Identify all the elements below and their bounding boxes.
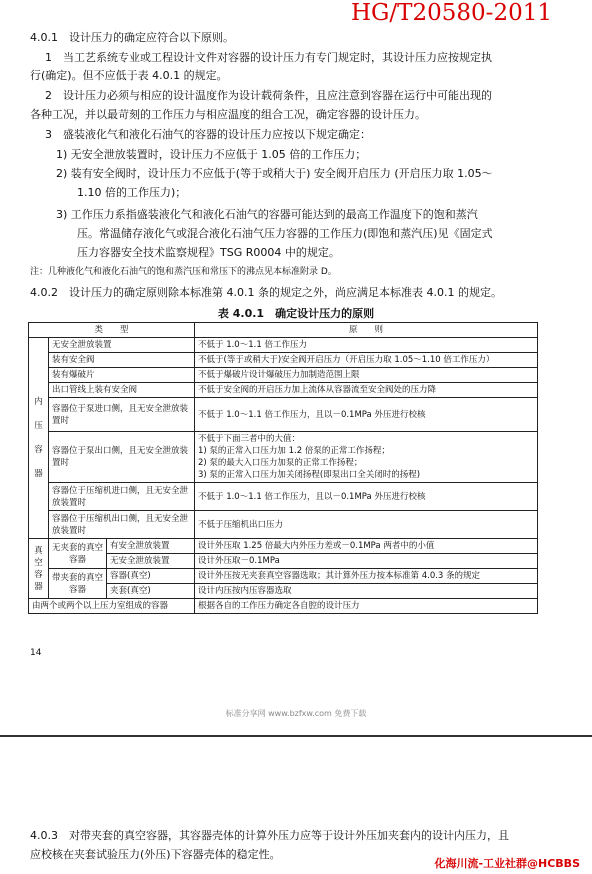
page-number: 14 bbox=[30, 648, 42, 658]
principle-line: 2) 泵的最大入口压力加泵的正常工作扬程； bbox=[198, 458, 363, 468]
head-type: 类 型 bbox=[29, 323, 195, 338]
sec401-item3: 3 盛装液化气和液化石油气的容器的设计压力应按以下规定确定： bbox=[45, 128, 371, 141]
sec401-sub3b: 压。常温储存液化气或混合液化石油气压力容器的工作压力(即饱和蒸汽压)见《固定式 bbox=[77, 227, 493, 240]
principle-cell: 不低于(等于或稍大于)安全阀开启压力（开启压力取 1.05～1.10 倍工作压力） bbox=[195, 353, 538, 368]
principle-cell: 根据各自的工作压力确定各自腔的设计压力 bbox=[195, 599, 538, 614]
sec401-title: 4.0.1 设计压力的确定应符合以下原则。 bbox=[30, 31, 234, 44]
type-cell: 容器位于压缩机进口侧，且无安全泄放装置时 bbox=[49, 483, 195, 511]
inner-pressure-label: 内 压 容 器 bbox=[29, 338, 49, 539]
sec403-a: 4.0.3 对带夹套的真空容器，其容器壳体的计算外压力应等于设计外压加夹套内的设计内压力，且 bbox=[30, 829, 509, 842]
type-cell: 无安全泄放装置 bbox=[107, 554, 195, 569]
footer-text: 标准分享网 www.bzfxw.com 免费下载 bbox=[225, 709, 367, 718]
principle-line: 3) 泵的正常入口压力加关闭扬程(即泵出口全关闭时的扬程) bbox=[198, 470, 421, 480]
no-jacket-label: 无夹套的真空容器 bbox=[49, 539, 107, 569]
watermark: 化海川流-工业社群@HCBBS bbox=[434, 857, 580, 870]
sec401-item1a: 1 当工艺系统专业或工程设计文件对容器的设计压力有专门规定时，其设计压力应按规定执 bbox=[45, 51, 492, 64]
principle-cell: 不低于压缩机出口压力 bbox=[195, 511, 538, 539]
sec401-item2b: 各种工况，并以最苛刻的工作压力与相应温度的组合工况，确定容器的设计压力。 bbox=[30, 108, 426, 121]
principle-cell: 设计外压取－0.1MPa bbox=[195, 554, 538, 569]
table-caption: 表 4.0.1 确定设计压力的原则 bbox=[217, 307, 375, 320]
page-separator bbox=[0, 735, 592, 737]
sec401-note: 注：几种液化气和液化石油气的饱和蒸汽压和常压下的沸点见本标准附录 D。 bbox=[30, 267, 337, 277]
design-pressure-table bbox=[28, 322, 538, 614]
principle-cell: 设计外压取 1.25 倍最大内外压力差或－0.1MPa 两者中的小值 bbox=[195, 539, 538, 554]
standard-code: HG/T20580-2011 bbox=[351, 0, 552, 26]
principle-cell: 不低于 1.0～1.1 倍工作压力 bbox=[195, 338, 538, 353]
sec401-item2a: 2 设计压力必须与相应的设计温度作为设计载荷条件，且应注意到容器在运行中可能出现的 bbox=[45, 89, 492, 102]
type-cell: 容器位于泵进口侧，且无安全泄放装置时 bbox=[49, 398, 195, 432]
principle-cell: 设计外压按无夹套真空容器选取；其计算外压力按本标准第 4.0.3 条的规定 bbox=[195, 569, 538, 584]
type-cell: 容器(真空) bbox=[107, 569, 195, 584]
sec401-sub1: 1) 无安全泄放装置时，设计压力不应低于 1.05 倍的工作压力； bbox=[56, 148, 367, 161]
type-cell: 容器位于泵出口侧，且无安全泄放装置时 bbox=[49, 432, 195, 483]
sec401-sub3a: 3) 工作压力系指盛装液化气和液化石油气的容器可能达到的最高工作温度下的饱和蒸汽 bbox=[56, 208, 478, 221]
sec402-text: 4.0.2 设计压力的确定原则除本标准第 4.0.1 条的规定之外，尚应满足本标准表 4.0.1 的规定。 bbox=[30, 286, 502, 299]
type-cell: 出口管线上装有安全阀 bbox=[49, 383, 195, 398]
type-cell: 有安全泄放装置 bbox=[107, 539, 195, 554]
principle-line: 1) 泵的正常入口压力加 1.2 倍泵的正常工作扬程； bbox=[198, 446, 390, 456]
sec401-item1b: 行(确定)。但不应低于表 4.0.1 的规定。 bbox=[30, 69, 228, 82]
type-cell: 无安全泄放装置 bbox=[49, 338, 195, 353]
principle-cell: 不低于爆破片设计爆破压力加制造范围上限 bbox=[195, 368, 538, 383]
principle-cell: 不低于安全阀的开启压力加上流体从容器流至安全阀处的压力降 bbox=[195, 383, 538, 398]
type-cell: 由两个或两个以上压力室组成的容器 bbox=[29, 599, 195, 614]
type-cell: 容器位于压缩机出口侧，且无安全泄放装置时 bbox=[49, 511, 195, 539]
vacuum-label: 真 空 容 器 bbox=[29, 539, 49, 599]
sec401-sub2b: 1.10 倍的工作压力)； bbox=[77, 186, 187, 199]
sec403-b: 应校核在夹套试验压力(外压)下容器壳体的稳定性。 bbox=[30, 848, 281, 861]
head-principle: 原 则 bbox=[195, 323, 538, 338]
principle-cell: 不低于 1.0～1.1 倍工作压力，且以－0.1MPa 外压进行校核 bbox=[195, 483, 538, 511]
principle-cell: 不低于 1.0～1.1 倍工作压力，且以－0.1MPa 外压进行校核 bbox=[195, 398, 538, 432]
sec401-sub3c: 压力容器安全技术监察规程》TSG R0004 中的规定。 bbox=[77, 246, 340, 259]
type-cell: 装有爆破片 bbox=[49, 368, 195, 383]
sec401-sub2a: 2) 装有安全阀时，设计压力不应低于(等于或稍大于) 安全阀开启压力 (开启压力取 1.05～ bbox=[56, 167, 493, 180]
jacket-label: 带夹套的真空容器 bbox=[49, 569, 107, 599]
principle-cell: 设计内压按内压容器选取 bbox=[195, 584, 538, 599]
type-cell: 夹套(真空) bbox=[107, 584, 195, 599]
type-cell: 装有安全阀 bbox=[49, 353, 195, 368]
principle-cell bbox=[195, 432, 538, 483]
principle-line: 不低于下面三者中的大值： bbox=[198, 434, 301, 444]
